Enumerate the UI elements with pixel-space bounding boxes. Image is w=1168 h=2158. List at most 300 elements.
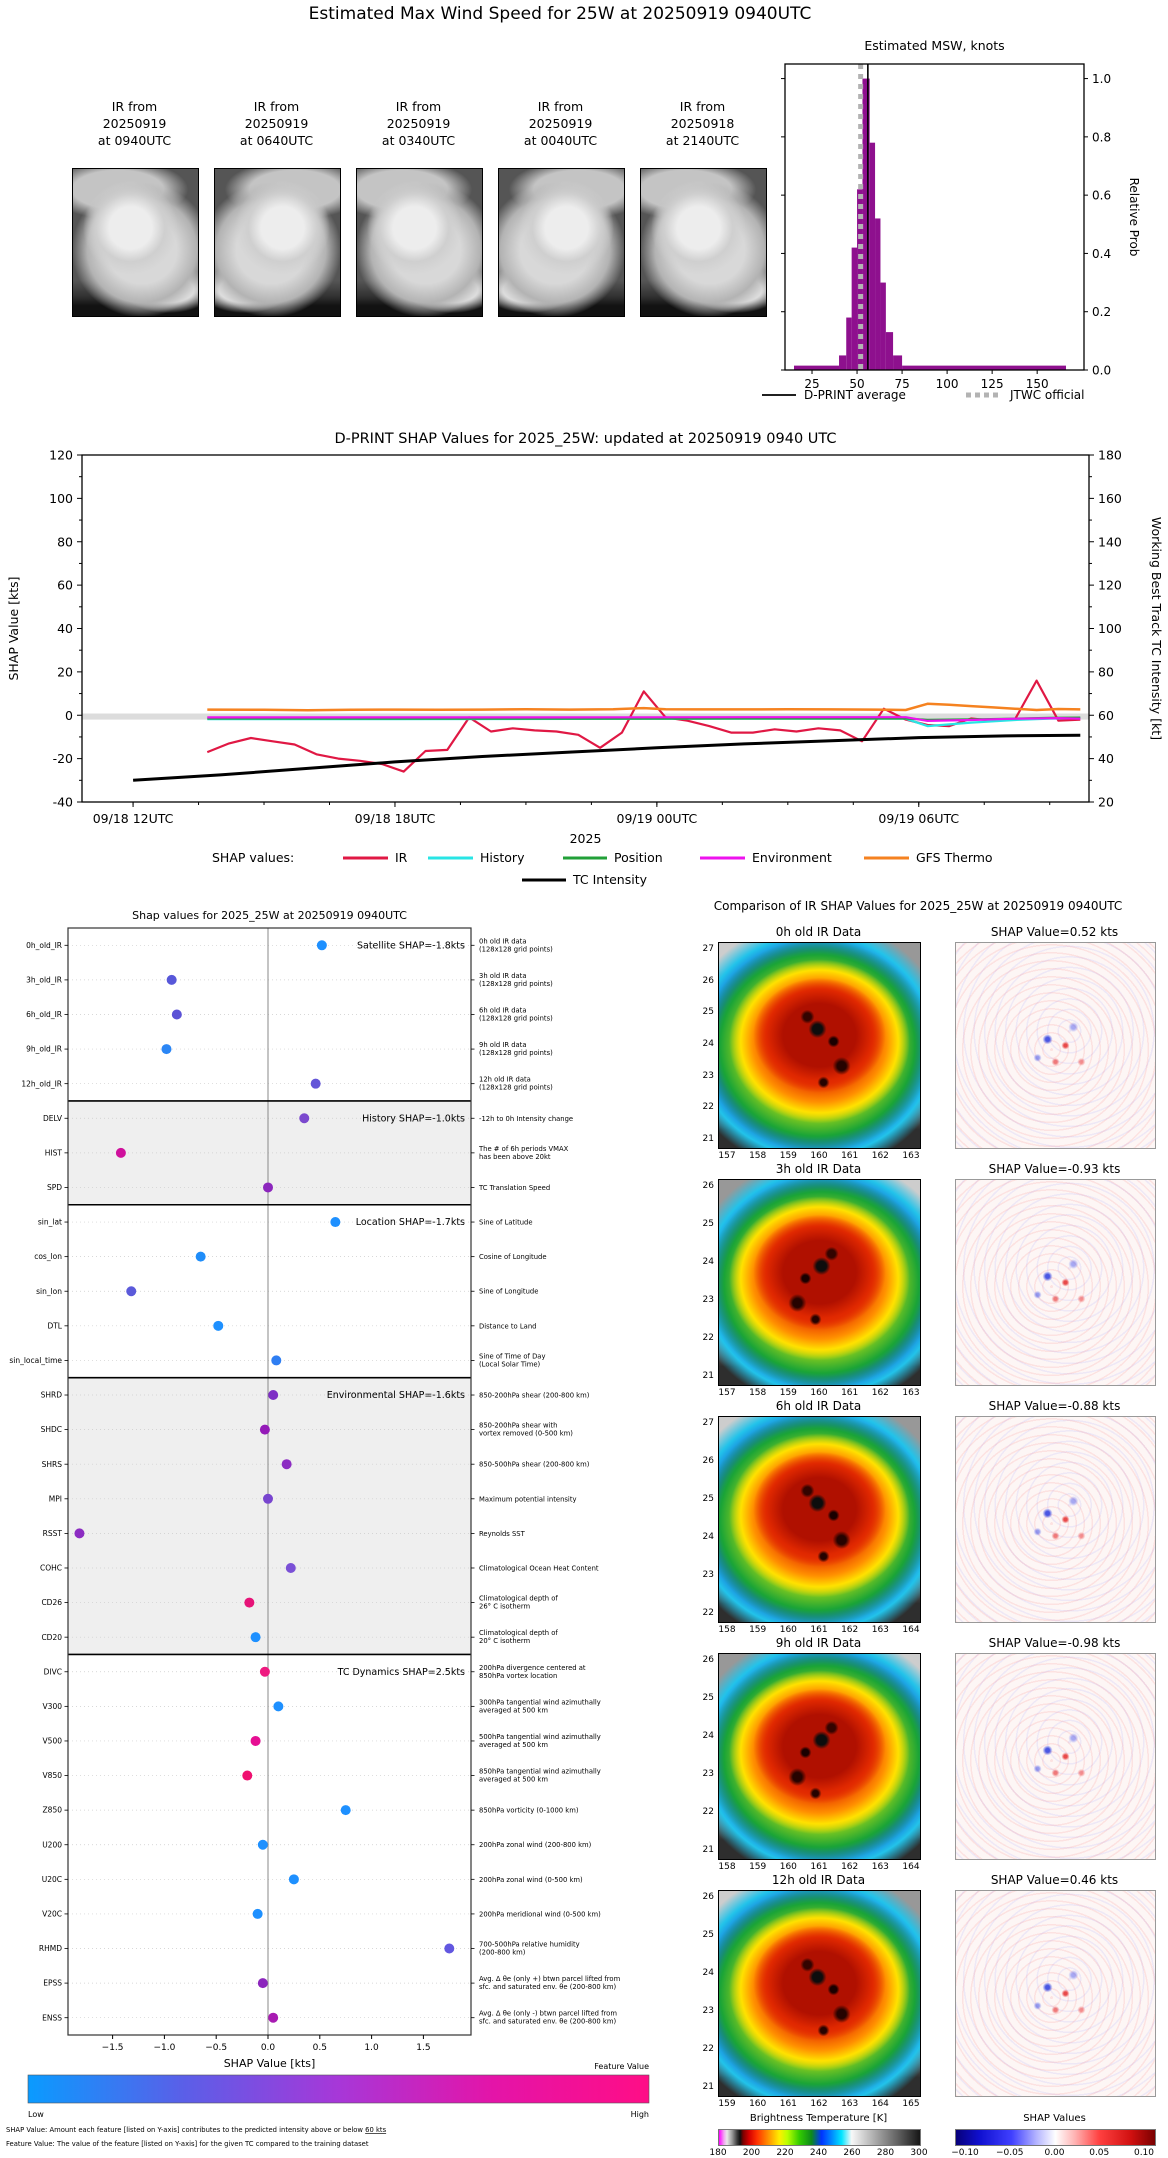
- feature-desc: 0h old IR data: [479, 937, 527, 946]
- feature-desc: 850-200hPa shear (200-800 km): [479, 1391, 590, 1400]
- fv-low-label: Low: [28, 2110, 44, 2119]
- map-y-tick: 26: [702, 1655, 714, 1665]
- ts-y-tick-right: 160: [1098, 490, 1122, 506]
- map-x-tick: 161: [810, 1625, 828, 1635]
- feature-name: MPI: [48, 1494, 62, 1504]
- ir-comparison-panel: [650, 895, 1168, 2158]
- feature-name: sin_local_time: [9, 1356, 62, 1366]
- shap-dotplot: [0, 905, 660, 2158]
- map-y-tick: 27: [702, 944, 714, 954]
- feature-name: SHDC: [40, 1425, 62, 1435]
- map-y-tick: 23: [702, 1070, 714, 1081]
- ir-thumbnail-image: [72, 168, 199, 317]
- bt-colorbar-tick: 280: [876, 2148, 895, 2158]
- dot-x-tick: 1.5: [416, 2043, 431, 2053]
- shap-dot: [268, 2013, 278, 2023]
- bt-colorbar: [718, 2129, 921, 2146]
- shap-map-title: SHAP Value=-0.98 kts: [988, 1636, 1121, 1650]
- feature-desc: sfc. and saturated env. θe (200-800 km): [479, 1983, 617, 1992]
- hist-y-tick: 1.0: [1092, 72, 1112, 87]
- feature-desc: -12h to 0h Intensity change: [479, 1114, 574, 1123]
- map-y-tick: 23: [702, 1295, 714, 1305]
- hist-y-tick: 0.4: [1092, 246, 1112, 261]
- msw-histogram: [700, 30, 1168, 422]
- ts-x-tick: 09/18 18UTC: [354, 811, 436, 826]
- bt-colorbar-tick: 260: [843, 2148, 861, 2158]
- shap-value-map: [955, 1890, 1156, 2097]
- ts-y-tick-right: 140: [1098, 534, 1122, 550]
- feature-name: U20C: [41, 1874, 62, 1884]
- feature-name: V20C: [42, 1909, 62, 1919]
- feature-desc: Distance to Land: [479, 1322, 537, 1331]
- map-y-tick: 23: [702, 1769, 714, 1779]
- shap-dot: [116, 1148, 126, 1158]
- footnote-shap-value: SHAP Value: Amount each feature [listed on Y-axis] contributes to the predicted intensity above or below 60 kts: [6, 2126, 387, 2134]
- histogram-bar: [794, 366, 839, 370]
- feature-desc: (128x128 grid points): [479, 979, 553, 988]
- feature-desc: 200hPa meridional wind (0-500 km): [479, 1910, 601, 1919]
- feature-name: DTL: [47, 1321, 62, 1331]
- feature-name: ENSS: [42, 2013, 62, 2023]
- feature-name: HIST: [44, 1148, 62, 1158]
- hist-y-tick: 0.6: [1092, 188, 1112, 203]
- map-x-tick: 162: [810, 2099, 828, 2109]
- shap-dot: [251, 1632, 261, 1642]
- feature-desc: Sine of Longitude: [479, 1287, 539, 1296]
- ir-data-map: [718, 942, 921, 1149]
- map-x-tick: 157: [718, 1388, 736, 1398]
- hist-y-tick: 0.0: [1092, 363, 1112, 378]
- shap-timeseries-chart: [0, 425, 1168, 897]
- ts-y-tick-left: 0: [65, 707, 73, 723]
- hist-y-tick: 0.2: [1092, 305, 1112, 320]
- shap-dot: [213, 1321, 223, 1331]
- map-y-tick: 22: [702, 1608, 714, 1618]
- ir-map-title: 6h old IR Data: [775, 1399, 862, 1413]
- shap-colorbar-tick: −0.10: [951, 2148, 979, 2158]
- map-x-tick: 162: [841, 1625, 859, 1635]
- hist-x-tick: 150: [1025, 377, 1049, 391]
- shap-dot: [282, 1459, 292, 1469]
- bt-colorbar-title: Brightness Temperature [K]: [749, 2113, 888, 2124]
- ts-y-tick-left: 100: [49, 490, 73, 506]
- feature-desc: Reynolds SST: [479, 1529, 525, 1538]
- ir-thumbnail-image: [498, 168, 625, 317]
- feature-desc: (128x128 grid points): [479, 945, 553, 954]
- map-y-tick: 23: [702, 1570, 714, 1580]
- shap-dot: [286, 1563, 296, 1573]
- shap-dot: [268, 1390, 278, 1400]
- feature-name: 6h_old_IR: [26, 1010, 62, 1020]
- ts-y-tick-right: 120: [1098, 577, 1122, 593]
- comparison-rows: [650, 895, 1168, 2158]
- map-y-tick: 21: [702, 1134, 714, 1144]
- ir-data-map: [718, 1890, 921, 2097]
- shap-dot: [172, 1009, 182, 1019]
- legend-label-jtwc: JTWC official: [1010, 388, 1085, 402]
- ts-y-tick-right: 80: [1098, 664, 1114, 680]
- map-x-tick: 160: [810, 1388, 828, 1398]
- ts-y-tick-left: 120: [49, 447, 73, 463]
- map-x-tick: 165: [902, 2099, 920, 2109]
- histogram-bar: [902, 366, 1066, 370]
- feature-desc: 6h old IR data: [479, 1006, 527, 1015]
- dot-x-tick: 0.5: [312, 2043, 327, 2053]
- feature-desc: 850hPa vorticity (0-1000 km): [479, 1806, 579, 1815]
- feature-desc: 300hPa tangential wind azimuthally: [479, 1698, 601, 1707]
- map-x-tick: 164: [902, 1862, 920, 1872]
- feature-desc: 700-500hPa relative humidity: [479, 1940, 580, 1949]
- histogram-bar: [846, 318, 851, 370]
- shap-dot: [258, 1978, 268, 1988]
- hist-x-tick: 125: [980, 377, 1004, 391]
- shap-dot: [244, 1598, 254, 1608]
- shap-map-title: SHAP Value=0.46 kts: [990, 1873, 1119, 1887]
- ir-thumb-caption: IR from 20250919 at 0040UTC: [523, 99, 598, 148]
- shap-dot: [253, 1909, 263, 1919]
- shap-value-map: [955, 942, 1156, 1149]
- map-y-tick: 22: [702, 1102, 714, 1113]
- feature-desc: (128x128 grid points): [479, 1083, 553, 1092]
- map-y-tick: 26: [702, 1456, 714, 1466]
- ts-legend-prefix: SHAP values:: [212, 850, 295, 865]
- map-y-tick: 24: [702, 1257, 714, 1267]
- dot-x-tick: −1.0: [153, 2043, 176, 2053]
- feature-desc: 200hPa zonal wind (200-800 km): [479, 1841, 592, 1850]
- map-y-tick: 24: [702, 1532, 714, 1542]
- feature-desc: Climatological depth of: [479, 1594, 558, 1603]
- map-x-tick: 162: [871, 1151, 889, 1161]
- feature-name: CD26: [41, 1598, 62, 1608]
- map-x-tick: 163: [902, 1151, 920, 1161]
- feature-desc: 200hPa zonal wind (0-500 km): [479, 1875, 583, 1884]
- map-y-tick: 24: [702, 1731, 714, 1741]
- shap-value-map: [955, 1653, 1156, 1860]
- hist-x-tick: 100: [935, 377, 959, 391]
- feature-desc: averaged at 500 km: [479, 1706, 548, 1715]
- feature-name: V300: [42, 1701, 62, 1711]
- histogram-bar: [893, 355, 902, 370]
- feature-desc: 500hPa tangential wind azimuthally: [479, 1732, 601, 1741]
- ts-x-tick: 09/19 00UTC: [616, 811, 698, 826]
- feature-desc: 3h old IR data: [479, 971, 527, 980]
- map-y-tick: 25: [702, 1930, 714, 1940]
- shap-dot: [273, 1701, 283, 1711]
- feature-desc: 200hPa divergence centered at: [479, 1663, 586, 1672]
- histogram-title: Estimated MSW, knots: [864, 38, 1005, 53]
- feature-name: sin_lat: [37, 1217, 62, 1227]
- feature-name: 9h_old_IR: [26, 1044, 62, 1054]
- shap-dot: [258, 1840, 268, 1850]
- group-annotation: Location SHAP=-1.7kts: [355, 1217, 465, 1229]
- map-x-tick: 158: [749, 1388, 767, 1398]
- feature-name: SHRS: [41, 1459, 62, 1469]
- map-x-tick: 161: [779, 2099, 797, 2109]
- shap-dot: [341, 1805, 351, 1815]
- shap-map-title: SHAP Value=-0.88 kts: [988, 1399, 1121, 1413]
- feature-name: EPSS: [43, 1978, 62, 1988]
- map-x-tick: 157: [718, 1151, 736, 1161]
- feature-desc: averaged at 500 km: [479, 1775, 548, 1784]
- timeseries-title: D-PRINT SHAP Values for 2025_25W: updated at 20250919 0940 UTC: [334, 431, 837, 447]
- map-y-tick: 21: [702, 2082, 714, 2092]
- ir-thumbnail-image: [356, 168, 483, 317]
- map-x-tick: 160: [810, 1151, 828, 1161]
- ir-thumbnail-image: [214, 168, 341, 317]
- ts-legend-label: IR: [395, 850, 408, 865]
- dot-x-tick: 1.0: [364, 2043, 379, 2053]
- ts-y-tick-right: 100: [1098, 621, 1122, 636]
- feature-name: 12h_old_IR: [21, 1079, 62, 1089]
- feature-desc: 9h old IR data: [479, 1041, 527, 1050]
- map-y-tick: 25: [702, 1007, 714, 1018]
- feature-desc: Sine of Latitude: [479, 1218, 533, 1227]
- feature-desc: 20° C isotherm: [479, 1637, 531, 1646]
- feature-name: 0h_old_IR: [26, 940, 62, 950]
- feature-name: DIVC: [43, 1667, 62, 1677]
- shap-dot: [74, 1528, 84, 1538]
- ts-legend-label: History: [480, 850, 525, 865]
- map-y-tick: 21: [702, 1371, 714, 1381]
- feature-name: SHRD: [40, 1390, 62, 1400]
- shap-colorbar-tick: 0.10: [1133, 2148, 1155, 2158]
- map-x-tick: 160: [779, 1862, 797, 1872]
- map-x-tick: 158: [749, 1151, 767, 1161]
- feature-desc: TC Translation Speed: [479, 1183, 551, 1192]
- shap-colorbar-tick: 0.05: [1089, 2148, 1110, 2158]
- ts-y-tick-right: 180: [1098, 447, 1122, 463]
- bt-colorbar-tick: 240: [809, 2148, 828, 2158]
- feature-desc: 12h old IR data: [479, 1075, 531, 1084]
- shap-colorbar: [955, 2129, 1156, 2146]
- shap-dot: [299, 1113, 309, 1123]
- histogram-bar: [875, 218, 880, 370]
- feature-name: DELV: [43, 1113, 62, 1123]
- feature-desc: Avg. Δ θe (only +) btwn parcel lifted from: [479, 1975, 621, 1984]
- shap-dot: [260, 1425, 270, 1435]
- map-y-tick: 24: [702, 1968, 714, 1978]
- dotplot-xlabel: SHAP Value [kts]: [223, 2057, 316, 2070]
- feature-desc: (200-800 km): [479, 1948, 526, 1957]
- ts-y-tick-left: -40: [52, 794, 73, 810]
- shap-dot: [271, 1355, 281, 1365]
- feature-desc: Avg. Δ θe (only -) btwn parcel lifted from: [479, 2009, 617, 2018]
- footnote-feature-value: Feature Value: The value of the feature [listed on Y-axis] for the given TC compared to the training dataset: [6, 2140, 369, 2148]
- map-y-tick: 22: [702, 2044, 714, 2054]
- map-x-tick: 161: [841, 1388, 859, 1398]
- hist-x-tick: 25: [804, 377, 820, 391]
- timeseries-ylabel-right: Working Best Track TC Intensity [kt]: [1149, 516, 1164, 741]
- dot-x-tick: 0.0: [260, 2043, 276, 2053]
- feature-desc: 850hPa tangential wind azimuthally: [479, 1767, 601, 1776]
- comparison-title: Comparison of IR SHAP Values for 2025_25W at 20250919 0940UTC: [713, 899, 1123, 913]
- shap-dot: [317, 940, 327, 950]
- ts-x-tick: 09/18 12UTC: [92, 811, 174, 826]
- map-y-tick: 25: [702, 1693, 714, 1703]
- shap-dot: [167, 975, 177, 985]
- feature-desc: (128x128 grid points): [479, 1014, 553, 1023]
- map-x-tick: 159: [749, 1862, 767, 1872]
- map-x-tick: 162: [871, 1388, 889, 1398]
- shap-colorbar-tick: −0.05: [995, 2148, 1024, 2158]
- shap-dot: [289, 1874, 299, 1884]
- group-annotation: History SHAP=-1.0kts: [362, 1113, 465, 1125]
- ts-y-tick-right: 40: [1098, 751, 1114, 767]
- map-x-tick: 159: [779, 1151, 797, 1161]
- map-x-tick: 164: [871, 2099, 889, 2109]
- ts-legend-label: Position: [614, 850, 663, 865]
- dotplot-title: Shap values for 2025_25W at 20250919 0940UTC: [132, 909, 407, 922]
- map-y-tick: 25: [702, 1219, 714, 1229]
- ir-data-map: [718, 1179, 921, 1386]
- ts-y-tick-left: 80: [57, 534, 73, 550]
- feature-name: RHMD: [38, 1944, 62, 1954]
- feature-desc: averaged at 500 km: [479, 1740, 548, 1749]
- map-y-tick: 22: [702, 1807, 714, 1817]
- ir-thumb-caption: IR from 20250919 at 0640UTC: [239, 99, 314, 148]
- ts-y-tick-left: 20: [57, 664, 73, 680]
- ts-y-tick-right: 60: [1098, 707, 1114, 723]
- shap-map-title: SHAP Value=-0.93 kts: [988, 1162, 1121, 1176]
- ir-map-title: 3h old IR Data: [775, 1162, 862, 1176]
- shap-dot: [126, 1286, 136, 1296]
- map-x-tick: 158: [718, 1862, 736, 1872]
- feature-name: U200: [42, 1840, 62, 1850]
- feature-desc: 850hPa vortex location: [479, 1671, 558, 1680]
- feature-desc: 850-500hPa shear (200-800 km): [479, 1460, 590, 1469]
- ir-data-map: [718, 1653, 921, 1860]
- feature-desc: vortex removed (0-500 km): [479, 1429, 573, 1438]
- feature-desc: Sine of Time of Day: [479, 1352, 546, 1361]
- ir-thumb-caption: IR from 20250918 at 2140UTC: [665, 99, 740, 148]
- feature-name: Z850: [42, 1805, 62, 1815]
- ts-x-tick: 09/19 06UTC: [878, 811, 960, 826]
- feature-desc: 26° C isotherm: [479, 1602, 531, 1611]
- map-y-tick: 24: [702, 1039, 714, 1049]
- fv-colorbar: [28, 2075, 649, 2103]
- histogram-bar: [886, 332, 893, 370]
- feature-name: V850: [42, 1771, 62, 1781]
- ir-map-title: 12h old IR Data: [771, 1873, 866, 1887]
- map-x-tick: 164: [902, 1625, 920, 1635]
- timeseries-ylabel-left: SHAP Value [kts]: [6, 576, 21, 681]
- ts-legend-label: GFS Thermo: [916, 850, 993, 865]
- map-x-tick: 163: [841, 2099, 859, 2109]
- ts-legend-label: Environment: [752, 850, 832, 865]
- series-IR: [207, 681, 1080, 772]
- ir-thumb-caption: IR from 20250919 at 0940UTC: [97, 99, 172, 148]
- feature-name: sin_lon: [36, 1286, 62, 1296]
- feature-desc: sfc. and saturated env. θe (200-800 km): [479, 2017, 617, 2026]
- ir-thumb-caption: IR from 20250919 at 0340UTC: [381, 99, 456, 148]
- map-y-tick: 26: [702, 975, 714, 986]
- page-title: Estimated Max Wind Speed for 25W at 20250919 0940UTC: [308, 4, 812, 24]
- shap-dot: [311, 1079, 321, 1089]
- feature-desc: 850-200hPa shear with: [479, 1421, 558, 1430]
- hist-y-tick: 0.8: [1092, 130, 1112, 145]
- feature-desc: The # of 6h periods VMAX: [479, 1144, 569, 1153]
- histogram-ylabel: Relative Prob: [1127, 177, 1141, 257]
- shap-dot: [161, 1044, 171, 1054]
- map-x-tick: 163: [871, 1625, 889, 1635]
- shap-colorbar-tick: 0.00: [1044, 2148, 1065, 2158]
- shap-value-map: [955, 1416, 1156, 1623]
- map-y-tick: 27: [702, 1418, 714, 1428]
- histogram-bar: [839, 355, 846, 370]
- dot-x-tick: −1.5: [101, 2043, 124, 2053]
- map-y-tick: 26: [702, 1181, 714, 1191]
- shap-dot: [242, 1771, 252, 1781]
- map-x-tick: 158: [718, 1625, 736, 1635]
- map-x-tick: 159: [779, 1388, 797, 1398]
- feature-desc: Maximum potential intensity: [479, 1495, 577, 1504]
- feature-name: 3h_old_IR: [26, 975, 62, 985]
- map-x-tick: 163: [871, 1862, 889, 1872]
- group-annotation: TC Dynamics SHAP=2.5kts: [337, 1666, 465, 1678]
- ts-y-tick-left: -20: [52, 751, 73, 767]
- shap-dot: [263, 1182, 273, 1192]
- ts-legend-label: TC Intensity: [573, 872, 648, 887]
- ts-y-tick-right: 20: [1098, 794, 1114, 810]
- series-GFS-Thermo: [207, 704, 1080, 711]
- legend-label-dprint: D-PRINT average: [804, 388, 906, 402]
- feature-name: SPD: [46, 1183, 62, 1193]
- timeseries-xlabel: 2025: [569, 831, 602, 846]
- ir-map-title: 0h old IR Data: [775, 925, 862, 939]
- group-annotation: Satellite SHAP=-1.8kts: [356, 940, 465, 952]
- group-annotation: Environmental SHAP=-1.6kts: [326, 1390, 465, 1402]
- map-x-tick: 162: [841, 1862, 859, 1872]
- map-x-tick: 160: [779, 1625, 797, 1635]
- feature-desc: Climatological depth of: [479, 1629, 558, 1638]
- map-x-tick: 159: [718, 2099, 736, 2109]
- map-x-tick: 161: [810, 1862, 828, 1872]
- map-x-tick: 161: [841, 1151, 859, 1161]
- dot-x-tick: −0.5: [205, 2043, 228, 2053]
- group-shading: [68, 1378, 471, 1655]
- feature-desc: Cosine of Longitude: [479, 1253, 547, 1262]
- bt-colorbar-tick: 180: [709, 2148, 727, 2158]
- feature-desc: (Local Solar Time): [479, 1360, 541, 1369]
- map-y-tick: 22: [702, 1333, 714, 1343]
- map-x-tick: 163: [902, 1388, 920, 1398]
- map-y-tick: 21: [702, 1845, 714, 1855]
- map-x-tick: 160: [749, 2099, 767, 2109]
- bt-colorbar-tick: 300: [910, 2148, 928, 2158]
- shap-dot: [251, 1736, 261, 1746]
- hist-x-tick: 50: [849, 377, 865, 391]
- shap-map-title: SHAP Value=0.52 kts: [990, 925, 1119, 939]
- feature-desc: has been above 20kt: [479, 1152, 551, 1161]
- ir-map-title: 9h old IR Data: [775, 1636, 862, 1650]
- bt-colorbar-tick: 200: [742, 2148, 761, 2158]
- hist-x-tick: 75: [894, 377, 910, 391]
- feature-name: cos_lon: [34, 1252, 62, 1262]
- map-x-tick: 159: [749, 1625, 767, 1635]
- shap-dot: [196, 1252, 206, 1262]
- histogram-bar: [852, 248, 857, 370]
- feature-desc: Climatological Ocean Heat Content: [479, 1564, 599, 1573]
- map-y-tick: 25: [702, 1494, 714, 1504]
- feature-desc: (128x128 grid points): [479, 1049, 553, 1058]
- map-y-tick: 23: [702, 2006, 714, 2016]
- ir-data-map: [718, 1416, 921, 1623]
- histogram-bar: [880, 283, 885, 370]
- shap-dot: [260, 1667, 270, 1677]
- feature-name: CD20: [41, 1632, 62, 1642]
- histogram-bar: [870, 143, 875, 370]
- bt-colorbar-tick: 220: [776, 2148, 794, 2158]
